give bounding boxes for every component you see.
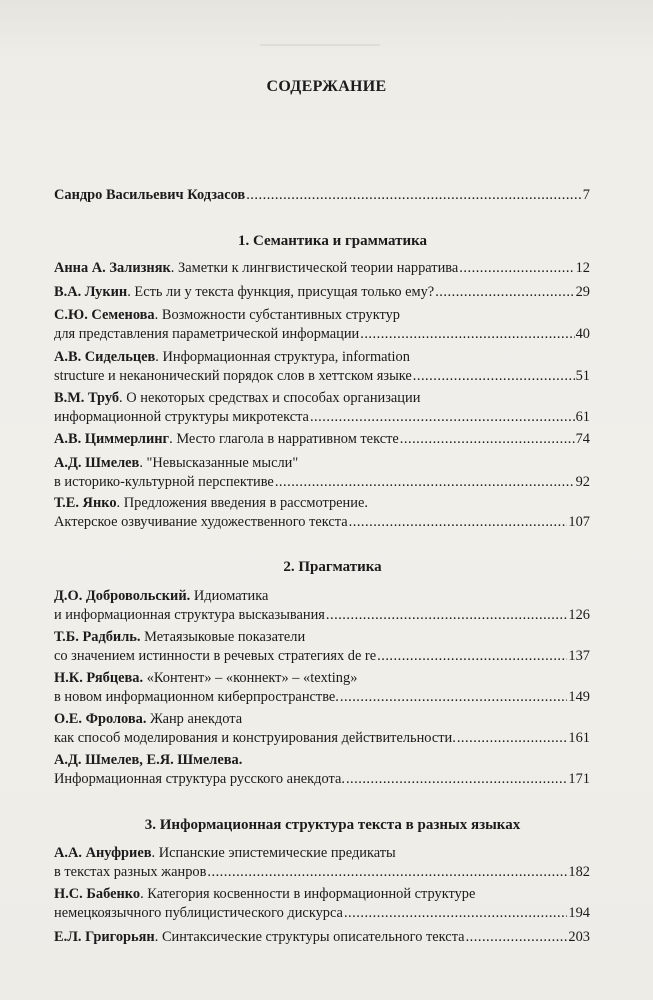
toc-author: Сандро Васильевич Кодзасов (54, 187, 246, 203)
toc-title: Испанские эпистемические предикаты (158, 845, 396, 861)
toc-author: А.В. Сидельцев (54, 349, 156, 365)
toc-entry: С.Ю. Семенова. Возможности субстантивных структур для представления параметрической информации ..... 40 (54, 306, 590, 344)
toc-author: Н.К. Рябцева. (54, 670, 144, 686)
toc-page-number: 12 (575, 260, 590, 276)
toc-page-number: 203 (568, 929, 590, 945)
toc-title: Актерское озвучивание художественного текста (54, 514, 348, 530)
toc-title: и информационная структура высказывания (54, 607, 325, 623)
leader-dots (346, 770, 567, 789)
toc-entry-intro (54, 186, 590, 205)
leader-dots (344, 904, 567, 923)
section-title: 2. Прагматика (283, 559, 382, 575)
toc-title: немецкоязычного публицистического дискурса (54, 905, 343, 921)
toc-author: А.В. Циммерлинг (54, 431, 170, 447)
toc-entry: В.А. Лукин. Есть ли у текста функция, присущая только ему? ..... 29 (54, 283, 590, 302)
toc-page-number: 92 (575, 474, 590, 490)
toc-page-number: 161 (568, 730, 590, 746)
leader-dots (360, 325, 574, 344)
toc-title: в текстах разных жанров (54, 864, 207, 880)
leader-dots (400, 430, 575, 449)
toc-author: В.А. Лукин (54, 284, 128, 300)
toc-title: Возможности субстантивных структур (161, 307, 400, 323)
leader-dots (466, 928, 568, 947)
toc-entry: А.Д. Шмелев. "Невысказанные мысли" в историко-культурной перспективе ..... 92 (54, 454, 590, 492)
toc-entry (54, 628, 590, 666)
toc-author: А.Д. Шмелев, Е.Я. Шмелева. (54, 752, 243, 768)
toc-title: в новом информационном киберпространстве. (54, 689, 339, 705)
toc-page-number: 51 (575, 368, 590, 384)
toc-title: информационной структуры микротекста (54, 409, 309, 425)
toc-page-number: 194 (568, 905, 590, 921)
leader-dots (310, 408, 575, 427)
toc-title: как способ моделирования и конструирования действительности. (54, 730, 456, 746)
toc-title: для представления параметрической информации (54, 326, 360, 342)
toc-page-number: 182 (568, 864, 590, 880)
toc-page-number: 7 (582, 187, 590, 203)
toc-author: Т.Б. Радбиль. (54, 629, 141, 645)
toc-page-number: 40 (575, 326, 590, 342)
toc-page-number: 61 (575, 409, 590, 425)
section-title: 3. Информационная структура текста в разных языках (144, 817, 521, 833)
toc-title: Место глагола в нарративном тексте (176, 431, 399, 447)
toc-line (54, 186, 590, 205)
toc-entry: А.А. Ануфриев. Испанские эпистемические предикаты в текстах разных жанров ..... 182 (54, 844, 590, 882)
toc-page-number: 107 (568, 514, 590, 530)
leader-dots (340, 688, 568, 707)
toc-author: Анна А. Зализняк (54, 260, 171, 276)
toc-entry: В.М. Труб. О некоторых средствах и способах организации информационной структуры микротекста ..... 61 (54, 389, 590, 427)
toc-author: С.Ю. Семенова (54, 307, 155, 323)
toc-entry (54, 710, 590, 748)
bleed-through-mark (260, 44, 380, 46)
toc-title: Метаязыковые показатели (144, 629, 306, 645)
leader-dots (457, 729, 568, 748)
leader-dots (246, 186, 582, 205)
toc-title: Идиоматика (193, 588, 269, 604)
leader-dots (413, 367, 575, 386)
toc-title: в историко-культурной перспективе (54, 474, 274, 490)
toc-title: Есть ли у текста функция, присущая только ему? (134, 284, 435, 300)
toc-author: Н.С. Бабенко (54, 886, 141, 902)
page-title: СОДЕРЖАНИЕ (266, 78, 387, 95)
toc-page-number: 171 (568, 771, 590, 787)
toc-page-number: 137 (568, 648, 590, 664)
toc-title: Категория косвенности в информационной структуре (147, 886, 476, 902)
leader-dots (435, 283, 574, 302)
toc-title: Синтаксические структуры описательного текста (161, 929, 465, 945)
leader-dots (207, 863, 567, 882)
toc-entry: Е.Л. Григорьян. Синтаксические структуры описательного текста ..... 203 (54, 928, 590, 947)
toc-title: со значением истинности в речевых стратегиях de re (54, 648, 377, 664)
toc-entry: Т.Е. Янко. Предложения введения в рассмотрение. Актерское озвучивание художественного текста ..... 107 (54, 494, 590, 532)
toc-title: «Контент» – «коннект» – «texting» (146, 670, 358, 686)
toc-author: А.А. Ануфриев (54, 845, 152, 861)
toc-entry: Анна А. Зализняк. Заметки к лингвистической теории нарратива ..... 12 (54, 259, 590, 278)
toc-page-number: 74 (575, 431, 590, 447)
leader-dots (349, 513, 568, 532)
toc-title: Предложения введения в рассмотрение. (123, 495, 368, 511)
leader-dots (326, 606, 568, 625)
leader-dots (275, 473, 575, 492)
toc-page-number: 149 (568, 689, 590, 705)
toc-entry: А.В. Сидельцев. Информационная структура, information structure и неканонический порядок слов в хеттском языке ..... 51 (54, 348, 590, 386)
toc-author: Д.О. Добровольский. (54, 588, 191, 604)
leader-dots (459, 259, 574, 278)
toc-author: Т.Е. Янко (54, 495, 117, 511)
toc-entry: А.В. Циммерлинг. Место глагола в нарративном тексте ..... 74 (54, 430, 590, 449)
toc-author: Е.Л. Григорьян (54, 929, 155, 945)
toc-author: А.Д. Шмелев (54, 455, 140, 471)
toc-entry (54, 669, 590, 707)
toc-author: О.Е. Фролова. (54, 711, 147, 727)
toc-entry (54, 587, 590, 625)
toc-title: Заметки к лингвистической теории нарратива (178, 260, 459, 276)
toc-title: "Невысказанные мысли" (146, 455, 299, 471)
toc-title: Информационная структура русского анекдота. (54, 771, 345, 787)
toc-page-number: 126 (568, 607, 590, 623)
leader-dots (377, 647, 567, 666)
toc-title: О некоторых средствах и способах организации (126, 390, 421, 406)
toc-title: Информационная структура, information (162, 349, 410, 365)
toc-entry: Н.С. Бабенко. Категория косвенности в информационной структуре немецкоязычного публицистического дискурса ..... 194 (54, 885, 590, 923)
toc-page-number: 29 (575, 284, 590, 300)
toc-title: structure и неканонический порядок слов в хеттском языке (54, 368, 412, 384)
toc-author: В.М. Труб (54, 390, 120, 406)
toc-title: Жанр анекдота (150, 711, 243, 727)
section-title: 1. Семантика и грамматика (237, 233, 428, 249)
toc-entry (54, 751, 590, 789)
